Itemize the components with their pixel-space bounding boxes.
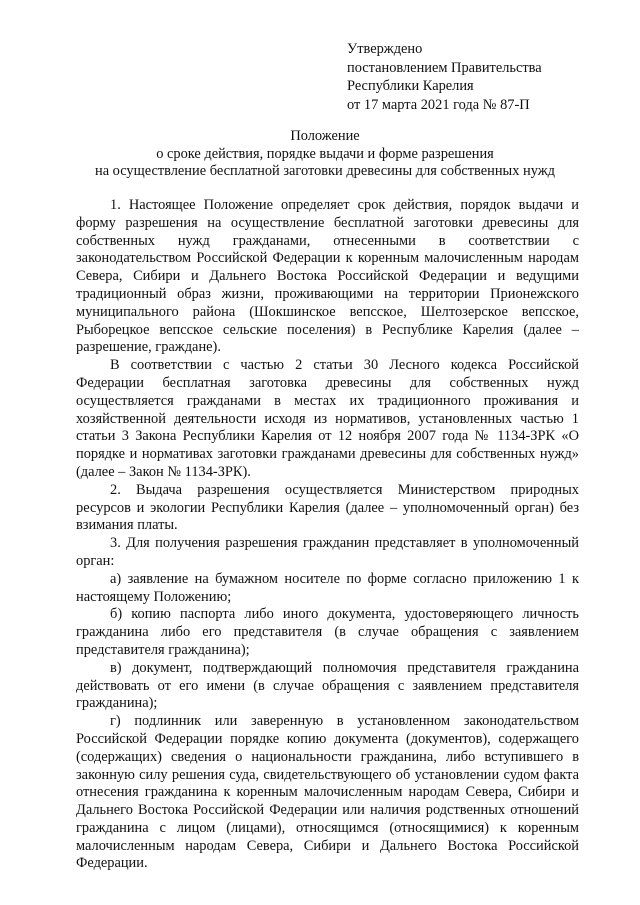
- list-item-a: а) заявление на бумажном носителе по форме согласно приложению 1 к настоящему Положению;: [76, 570, 579, 605]
- title-subtitle-line: на осуществление бесплатной заготовки древесины для собственных нужд: [95, 163, 555, 179]
- approval-line: Республики Карелия: [347, 78, 474, 94]
- paragraph-2: 2. Выдача разрешения осуществляется Министерством природных ресурсов и экологии Республики Карелия (далее – уполномоченный орган) без взимания платы.: [76, 481, 579, 534]
- approval-line: постановлением Правительства: [347, 59, 542, 76]
- approval-date-line: от 17 марта 2021 года № 87-П: [347, 96, 530, 113]
- title-heading: Положение: [290, 128, 360, 144]
- list-item-v: в) документ, подтверждающий полномочия представителя гражданина действовать от его имени (в случае обращения с заявлением представителя гражданина);: [76, 659, 579, 712]
- paragraph-3: 3. Для получения разрешения гражданин представляет в уполномоченный орган:: [76, 535, 579, 569]
- list-item-b: б) копию паспорта либо иного документа, удостоверяющего личность гражданина либо его представителя (в случае обращения с заявлением представителя гражданина);: [76, 606, 579, 658]
- approval-line: Утверждено: [347, 41, 423, 57]
- title-subtitle-line: о сроке действия, порядке выдачи и форме разрешения: [156, 145, 494, 162]
- document-body: [76, 197, 579, 873]
- document-title: [70, 128, 580, 181]
- paragraph-1: 1. Настоящее Положение определяет срок действия, порядок выдачи и форму разрешения на осуществление бесплатной заготовки древесины для собственных нужд гражданами, отнесенными в соответствии с законодательством Российской Федерации к коренным малочисленным народам Севера, Сибири и Дальнего Востока Российской Федерации и ведущими традиционный образ жизни, проживающими на территории Прионежского муниципального района (Шокшинское вепсское, Шелтозерское вепсское, Рыборецкое вепсское сельские поселения) в Республике Карелия (далее – разрешение, граждане).: [76, 197, 579, 356]
- list-item-g: г) подлинник или заверенную в установленном законодательством Российской Федерации порядке копию документа (документов), содержащего (содержащих) сведения о национальности гражданина, либо вступившего в законную силу решения суда, свидетельствующего об установлении судом факта отнесения гражданина к коренным малочисленным народам Севера, Сибири и Дальнего Востока Российской Федерации или наличия родственных отношений гражданина с лицом (лицами), относящимся (относящимися) к коренным малочисленным народам Севера, Сибири и Дальнего Востока Российской Федерации.: [76, 713, 579, 872]
- paragraph-legal-basis: В соответствии с частью 2 статьи 30 Лесного кодекса Российской Федерации бесплатная заготовка древесины для собственных нужд осуществляется гражданами в местах их традиционного проживания и хозяйственной деятельности исходя из нормативов, установленных частью 1 статьи 3 Закона Республики Карелия от 12 ноября 2007 года № 1134-ЗРК «О порядке и нормативах заготовки гражданами древесины для собственных нужд» (далее – Закон № 1134-ЗРК).: [76, 357, 579, 480]
- approval-stamp: [347, 40, 542, 114]
